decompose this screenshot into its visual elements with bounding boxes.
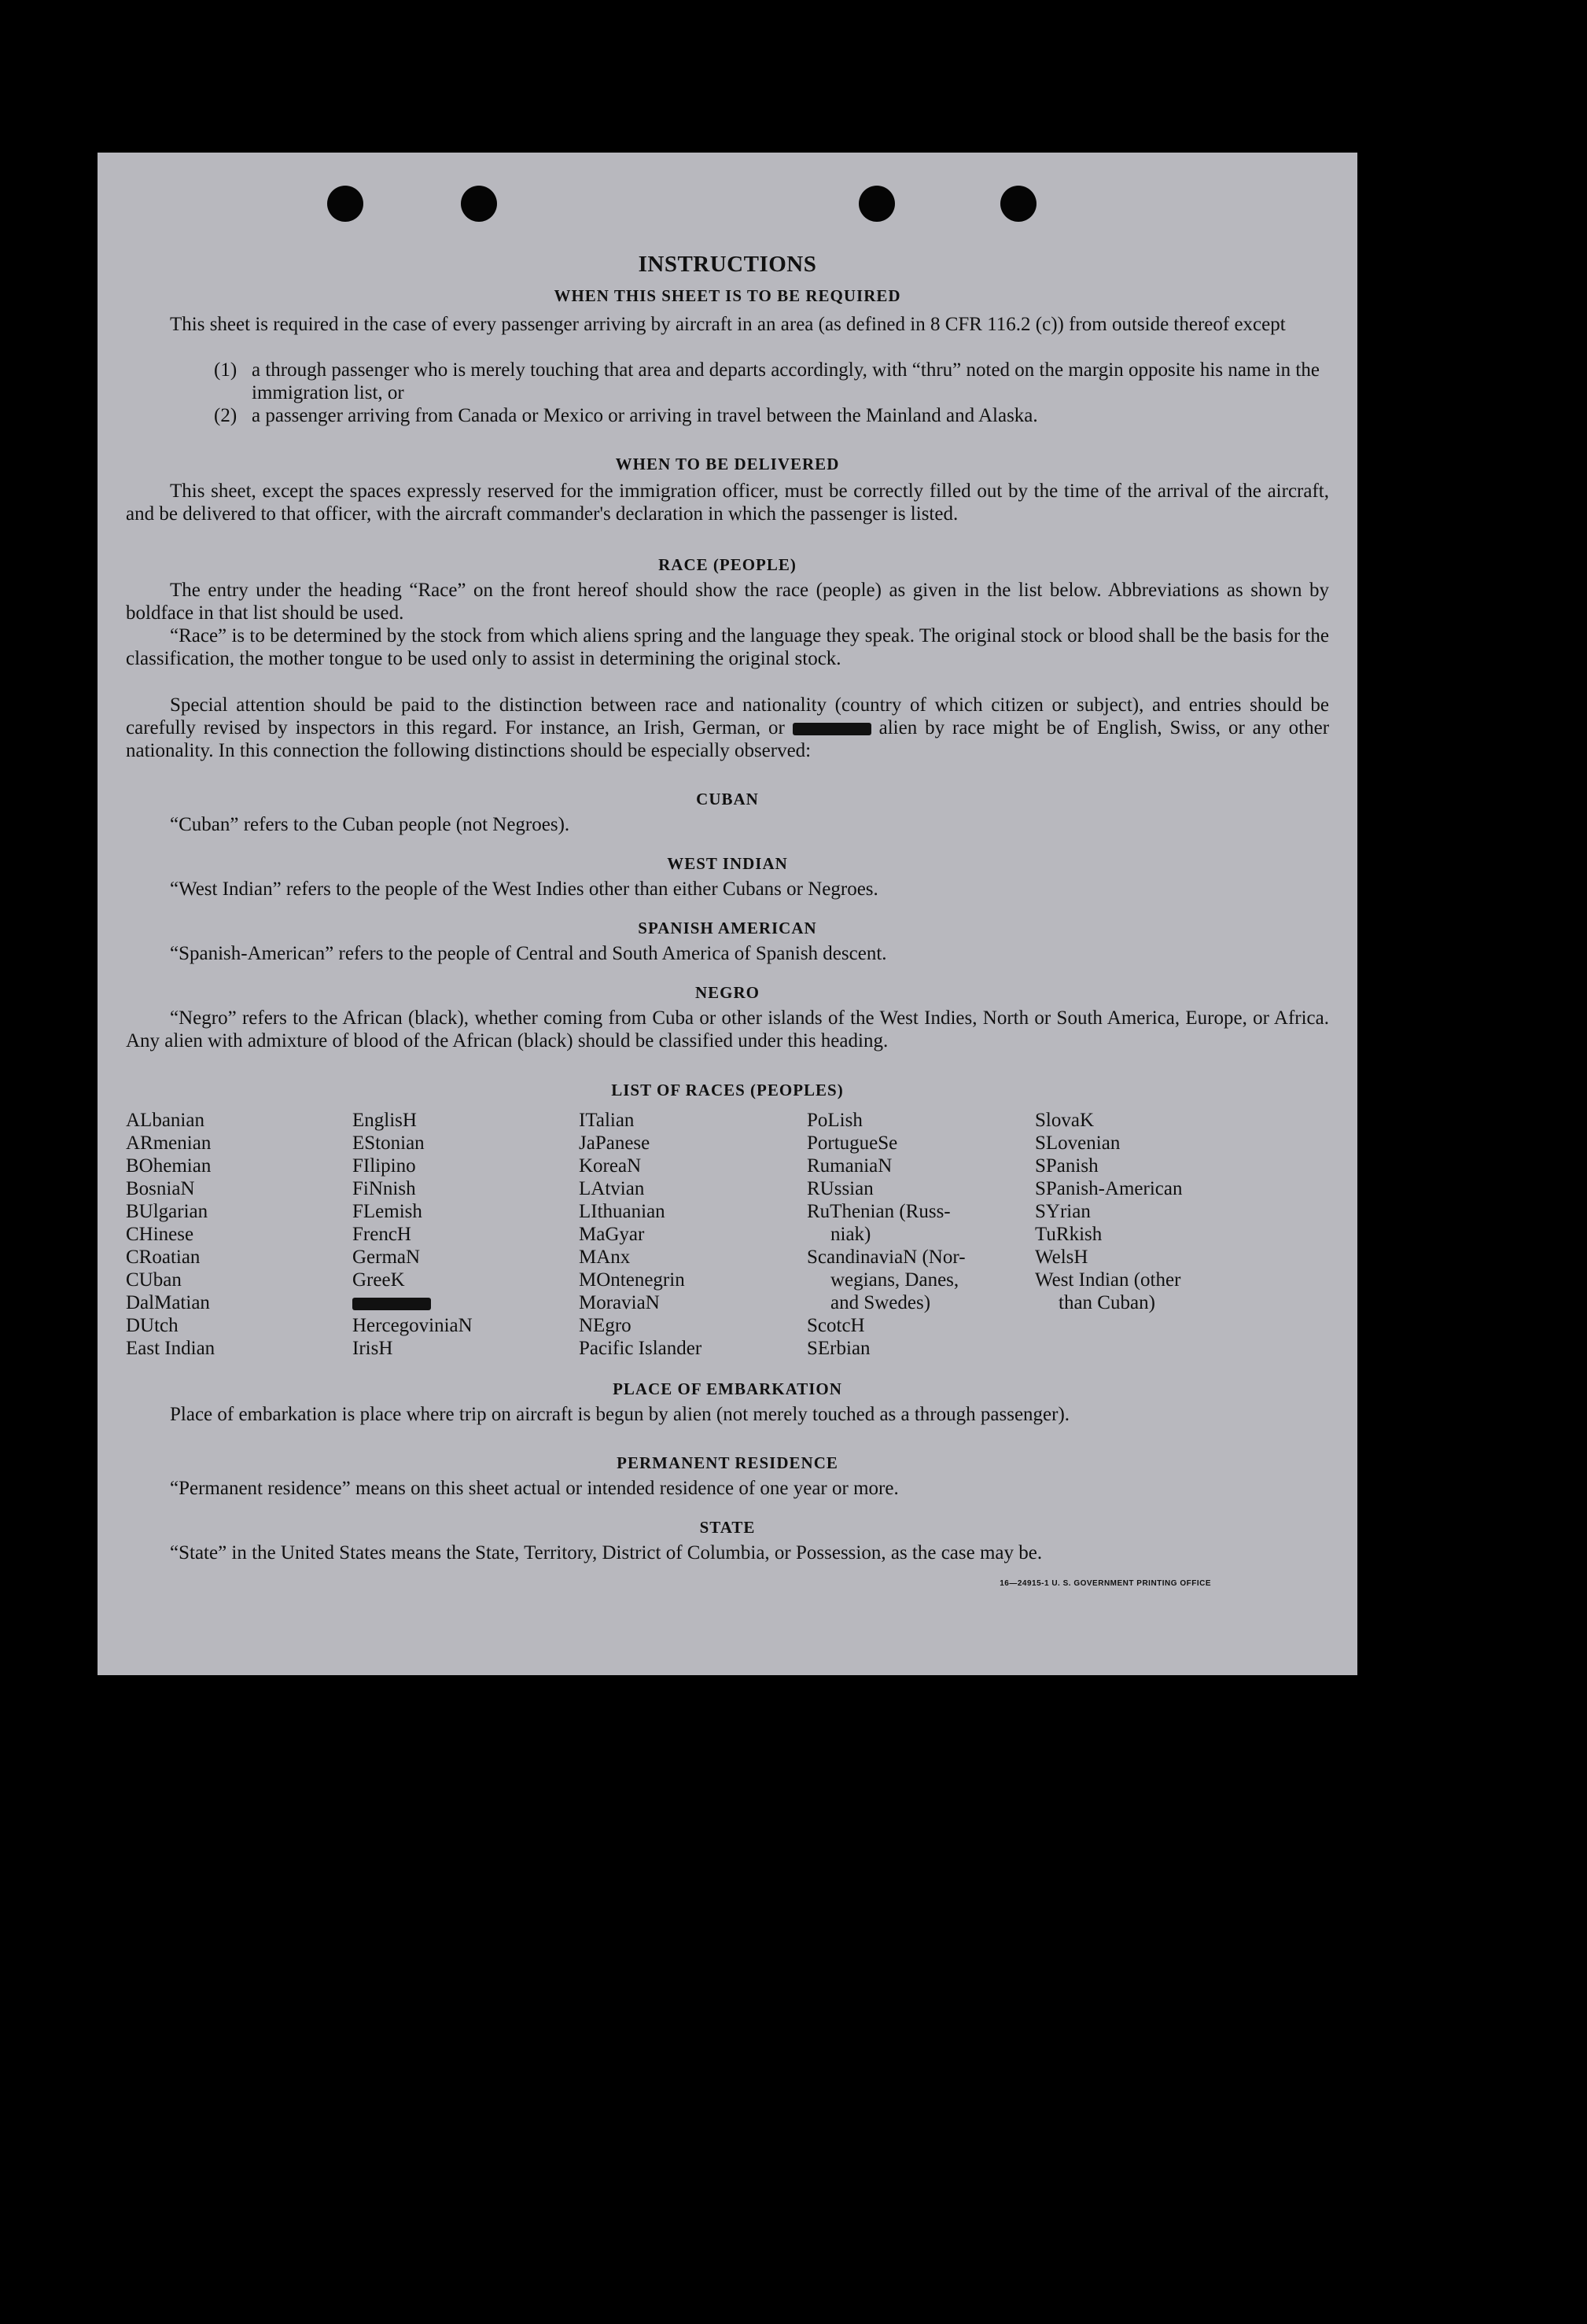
section-heading-delivered: WHEN TO BE DELIVERED [615,455,840,473]
item-text: a passenger arriving from Canada or Mexico or arriving in travel between the Mainland and Alaska. [252,405,1038,426]
race-list-item: RumaniaN [807,1155,893,1177]
section-heading-embarkation: PLACE OF EMBARKATION [613,1379,842,1398]
race-list-column-4 [807,1109,966,1360]
section-heading-residence: PERMANENT RESIDENCE [617,1453,838,1472]
race-list-item: BOhemian [126,1155,212,1177]
spanish-american-text: “Spanish-American” refers to the people of Central and South America of Spanish descent. [170,943,887,964]
race-list-item: GreeK [352,1269,405,1291]
residence-text: “Permanent residence” means on this sheet actual or intended residence of one year or more. [170,1478,899,1499]
punch-hole [859,186,895,222]
race-list-item: SPanish [1035,1155,1099,1177]
punch-hole [461,186,497,222]
race-list-item: IrisH [352,1338,393,1359]
required-intro: This sheet is required in the case of every passenger arriving by aircraft in an area (as defined in 8 CFR 116.2 (c)) from outside thereof except [170,314,1286,335]
race-list-item: ScandinaviaN (Nor- [807,1247,966,1268]
race-list-column-5 [1035,1109,1182,1314]
race-paragraph-1: The entry under the heading “Race” on the front hereof should show the race (people) as given in the list below. Abbreviations as shown by boldface in that list should be used. [126,580,1329,624]
race-list-item: LAtvian [579,1178,645,1199]
page-title: INSTRUCTIONS [638,252,817,277]
race-list-item: CRoatian [126,1247,201,1268]
race-list-item: BosniaN [126,1178,195,1199]
race-list-item: ARmenian [126,1133,212,1154]
race-list-item: ITalian [579,1110,635,1131]
race-list-item: SYrian [1035,1201,1091,1222]
race-list-item: EnglisH [352,1110,417,1131]
race-list-item: GermaN [352,1247,421,1268]
section-heading-west-indian: WEST INDIAN [667,854,788,873]
race-list-column-2 [352,1109,473,1360]
race-list-item: East Indian [126,1338,215,1359]
redaction-mark [352,1298,431,1310]
negro-text: “Negro” refers to the African (black), whether coming from Cuba or other islands of the West Indies, North or South America, Europe, or Africa. Any alien with admixture of blood of the African (black) should be classified under this heading. [126,1007,1329,1052]
race-list-item: TuRkish [1035,1224,1103,1245]
race-list-item: NEgro [579,1315,631,1336]
race-list-item: FLemish [352,1201,422,1222]
item-number: (1) [214,359,237,381]
race-list-item: wegians, Danes, [830,1269,959,1291]
instruction-sheet [98,153,1357,1675]
race-list-item: CHinese [126,1224,194,1245]
race-list-item: HercegoviniaN [352,1315,473,1336]
section-heading-required: WHEN THIS SHEET IS TO BE REQUIRED [554,286,901,305]
race-list-item: MOntenegrin [579,1269,685,1291]
race-list-item: RuThenian (Russ- [807,1201,951,1222]
section-heading-negro: NEGRO [694,983,760,1002]
race-list-item: JaPanese [579,1133,650,1154]
race-list-item: PortugueSe [807,1133,898,1154]
section-heading-spanish-american: SPANISH AMERICAN [638,919,817,937]
race-list-item: FIlipino [352,1155,416,1177]
cuban-text: “Cuban” refers to the Cuban people (not Negroes). [170,814,570,835]
race-list-item: WelsH [1035,1247,1088,1268]
west-indian-text: “West Indian” refers to the people of the West Indies other than either Cubans or Negroes. [170,878,878,900]
race-list-item: CUban [126,1269,182,1291]
race-list-item: ALbanian [126,1110,204,1131]
section-heading-cuban: CUBAN [696,790,759,808]
race-list-item: DalMatian [126,1292,210,1313]
race-list-column-1 [126,1109,215,1360]
race-list-item: BUlgarian [126,1201,208,1222]
embarkation-text: Place of embarkation is place where trip on aircraft is begun by alien (not merely touched as a through passenger). [170,1404,1070,1425]
race-list-item-redacted [352,1291,473,1314]
race-list-item: FrencH [352,1224,411,1245]
race-list-item: PoLish [807,1110,863,1131]
race-list-column-3 [579,1109,701,1360]
section-heading-races: LIST OF RACES (PEOPLES) [611,1081,844,1099]
race-list-item: ScotcH [807,1315,865,1336]
race-list-item: West Indian (other [1035,1269,1181,1291]
race-list-item: KoreaN [579,1155,642,1177]
item-text: a through passenger who is merely touching that area and departs accordingly, with “thru” noted on the margin opposite his name in the immigration list, or [252,359,1320,403]
section-heading-race: RACE (PEOPLE) [658,555,797,574]
race-list-item: than Cuban) [1059,1292,1155,1313]
race-list-item: and Swedes) [830,1292,931,1313]
delivered-text: This sheet, except the spaces expressly reserved for the immigration officer, must be correctly filled out by the time of the arrival of the aircraft, and be delivered to that officer, with the aircraft commander's declaration in which the passenger is listed. [126,481,1329,525]
punch-hole [327,186,363,222]
item-number: (2) [214,405,237,426]
race-list-item: SlovaK [1035,1110,1094,1131]
punch-hole [1000,186,1037,222]
printer-imprint: 16—24915-1 U. S. GOVERNMENT PRINTING OFFICE [1000,1579,1211,1588]
race-list-item: FiNnish [352,1178,416,1199]
race-list-item: MAnx [579,1247,631,1268]
race-list-item: niak) [830,1224,871,1245]
race-paragraph-3 [126,694,1329,762]
race-list-item: MaGyar [579,1224,645,1245]
race-list-item: LIthuanian [579,1201,665,1222]
race-list-item: EStonian [352,1133,425,1154]
race-list-item: MoraviaN [579,1292,660,1313]
race-paragraph-2: “Race” is to be determined by the stock from which aliens spring and the language they speak. The original stock or blood shall be the basis for the classification, the mother tongue to be used only to assist in determining the original stock. [126,625,1329,669]
race-paragraph-3-part-b: alien by race might be of English, Swiss, or any other nationality. In this connection the following distinctions should be especially observed: [126,717,1330,761]
section-heading-state: STATE [699,1518,756,1537]
race-paragraph-3-part-a: Special attention should be paid to the distinction between race and nationality (country of which citizen or subject), and entries should be carefully revised by inspectors in this regard. For instance, an Irish, German, or [126,694,1329,738]
race-list-item: SPanish-American [1035,1178,1183,1199]
redaction-mark [793,723,871,735]
race-list-item: SLovenian [1035,1133,1121,1154]
race-list-item: SErbian [807,1338,871,1359]
state-text: “State” in the United States means the State, Territory, District of Columbia, or Possession, as the case may be. [170,1542,1043,1563]
race-list-item: DUtch [126,1315,179,1336]
race-list-item: Pacific Islander [579,1338,702,1359]
race-list-item: RUssian [807,1178,874,1199]
